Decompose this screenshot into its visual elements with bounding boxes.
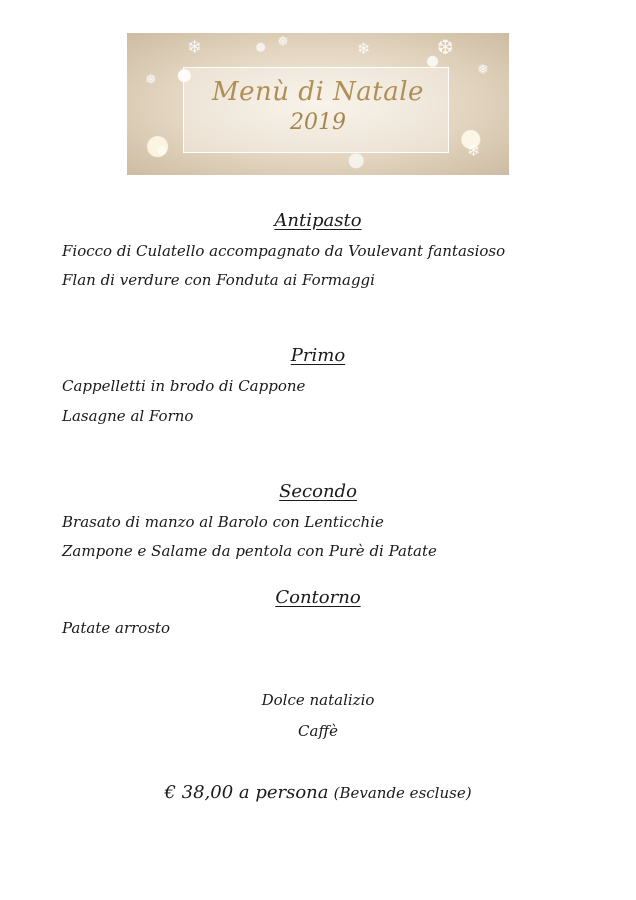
- section-heading-primo: Primo: [290, 345, 346, 366]
- menu-item: Fiocco di Culatello accompagnato da Voulevant fantasioso: [62, 242, 506, 260]
- price-note: (Bevande escluse): [333, 784, 472, 802]
- snowflake-icon: ❆: [437, 35, 454, 59]
- snowflake-icon: ❅: [277, 34, 289, 50]
- snowflake-icon: ❅: [477, 62, 489, 78]
- snowflake-icon: ❄: [187, 37, 203, 58]
- menu-item: Patate arrosto: [62, 619, 171, 637]
- snowflake-icon: ❆: [157, 144, 168, 158]
- snowflake-icon: ❄: [357, 39, 371, 58]
- menu-item: Lasagne al Forno: [62, 407, 194, 425]
- section-heading-secondo: Secondo: [279, 481, 357, 502]
- section-heading-antipasto: Antipasto: [274, 210, 362, 231]
- price-amount: € 38,00 a persona: [164, 782, 329, 803]
- menu-year: 2019: [290, 110, 346, 135]
- coffee-line: Caffè: [298, 722, 338, 740]
- menu-item: Flan di verdure con Fonduta ai Formaggi: [62, 271, 375, 289]
- snowflake-icon: ❅: [145, 72, 157, 88]
- dessert-line: Dolce natalizio: [261, 691, 375, 709]
- menu-item: Brasato di manzo al Barolo con Lenticchie: [62, 513, 384, 531]
- header-banner: [127, 33, 509, 175]
- menu-item: Cappelletti in brodo di Cappone: [62, 377, 306, 395]
- section-heading-contorno: Contorno: [275, 587, 361, 608]
- menu-item: Zampone e Salame da pentola con Purè di Patate: [62, 542, 437, 560]
- price-line: [0, 782, 636, 803]
- snowflake-icon: ❄: [467, 141, 481, 160]
- menu-title: Menù di Natale: [212, 77, 424, 107]
